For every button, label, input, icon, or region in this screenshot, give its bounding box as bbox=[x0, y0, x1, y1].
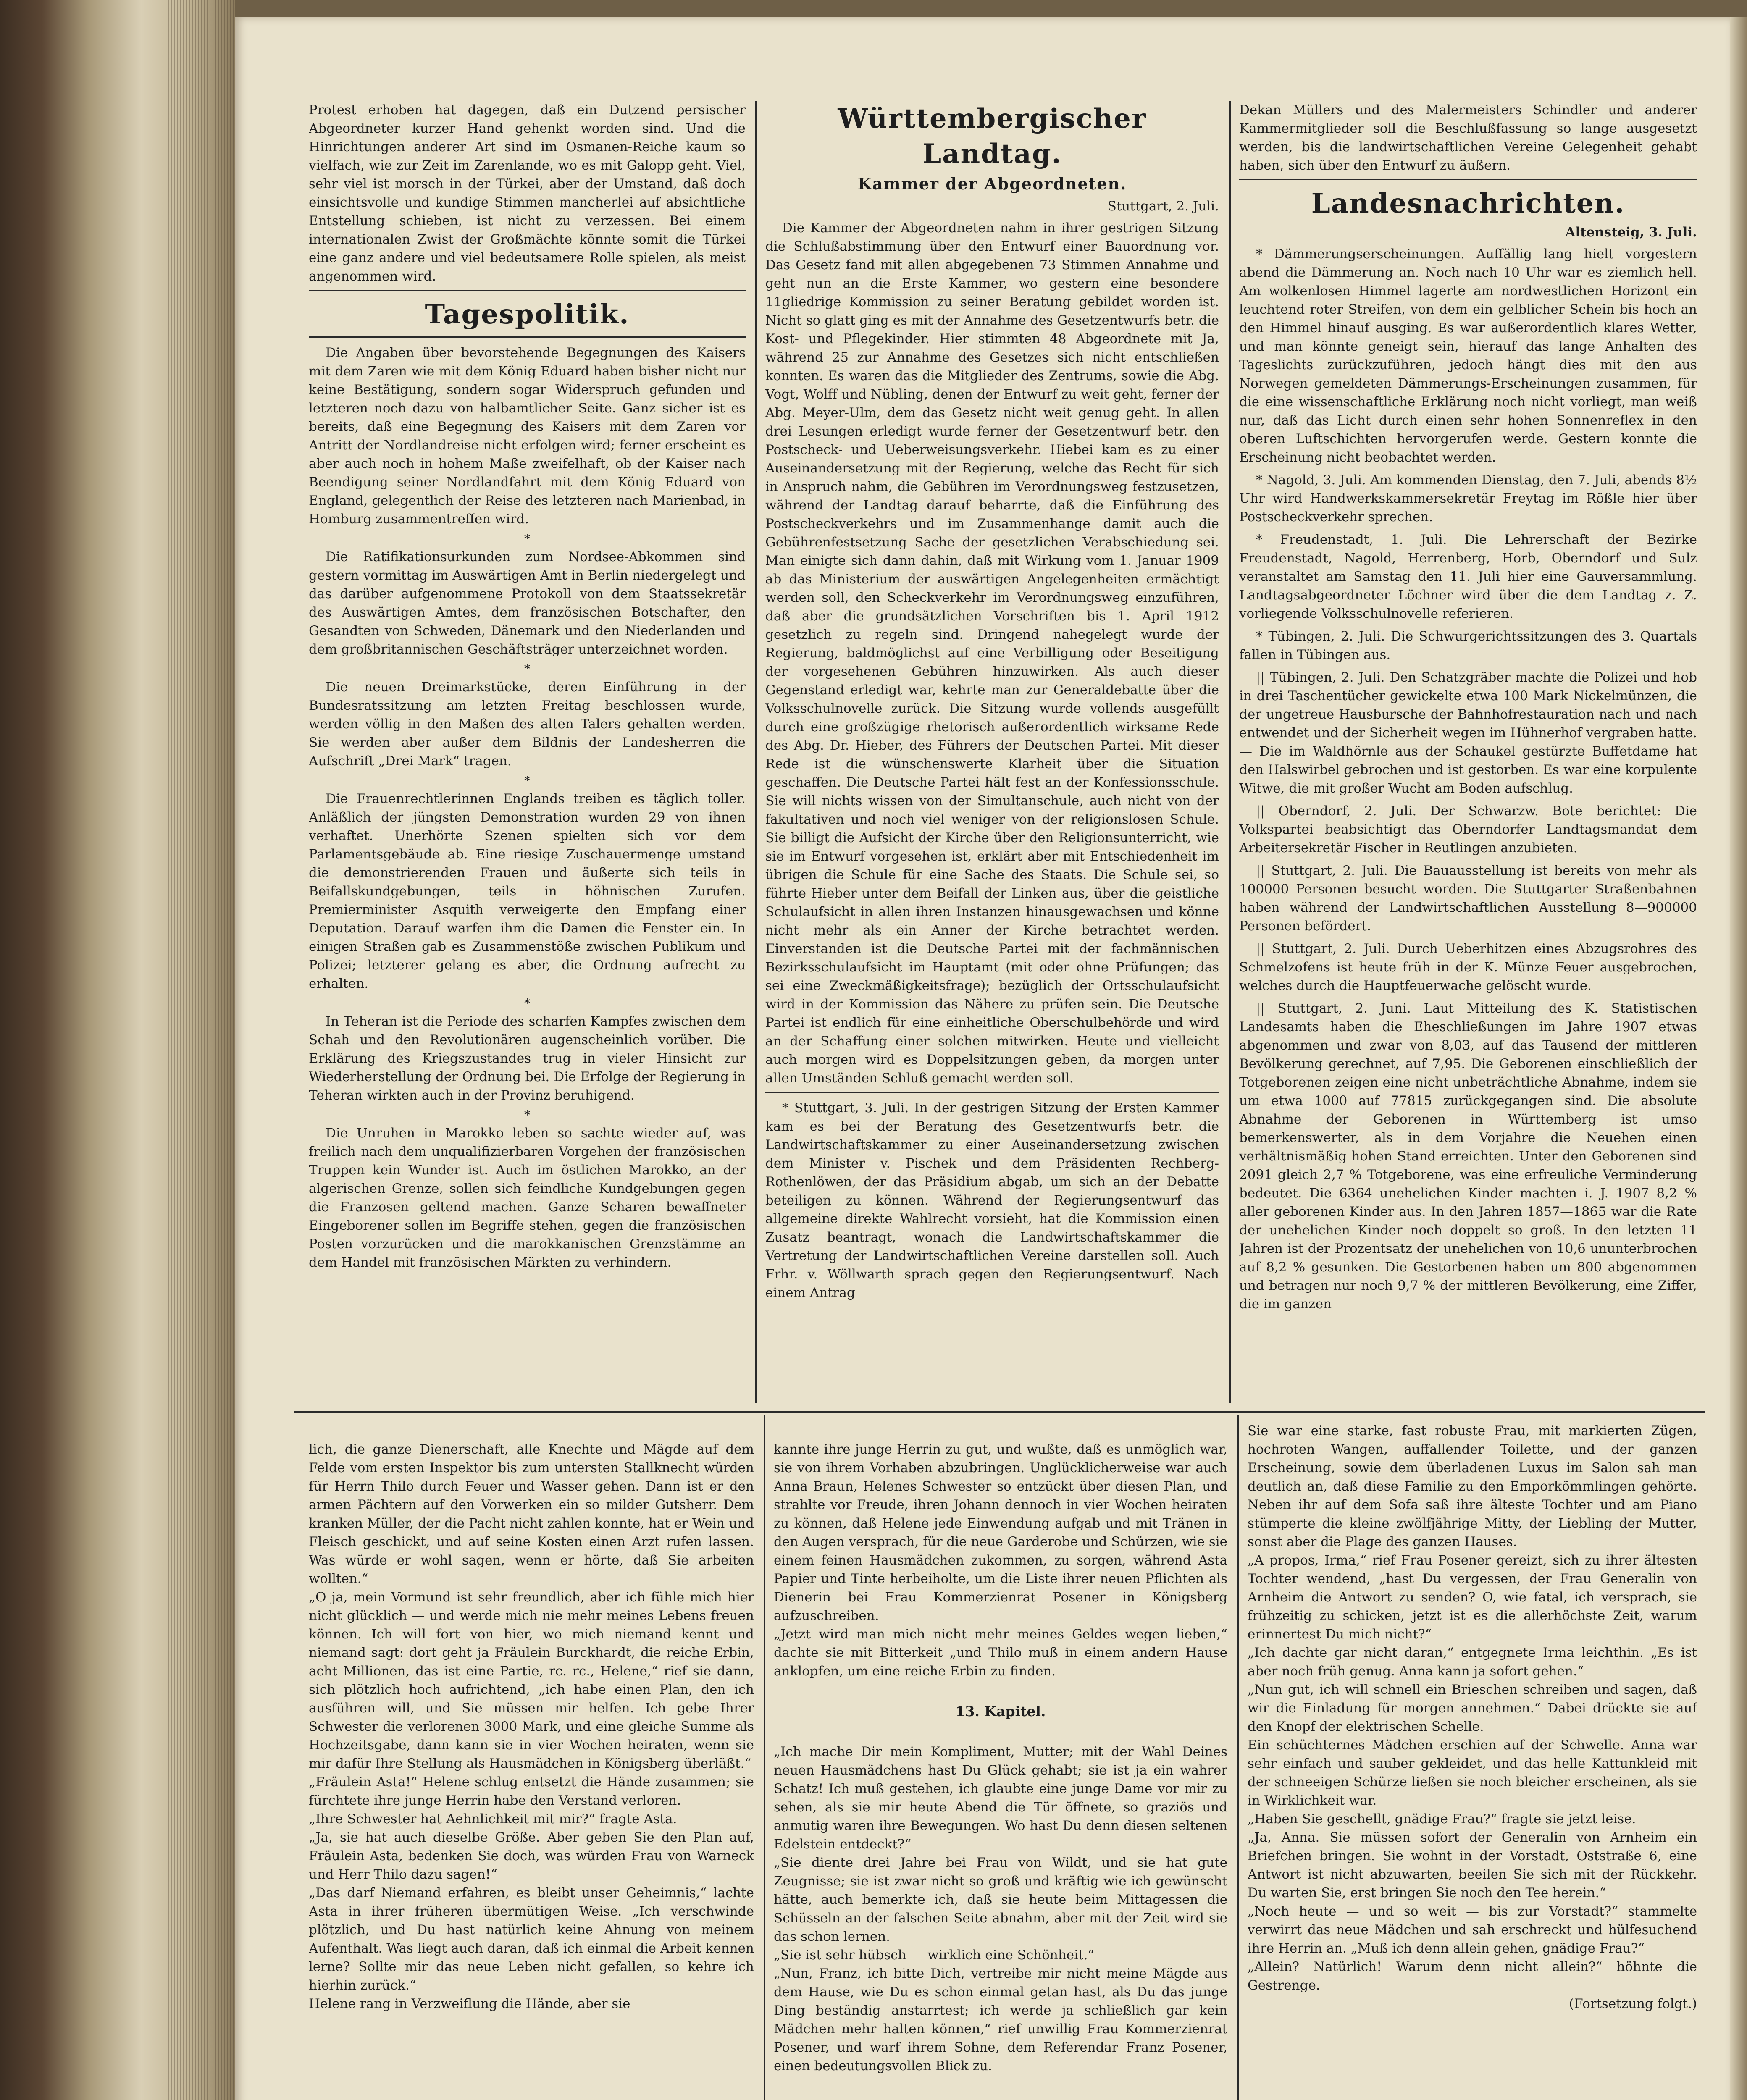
news-item: * Tübingen, 2. Juli. Die Schwurgerichtssitzungen des 3. Quartals fallen in Tübingen aus. bbox=[1239, 629, 1697, 662]
separator: * bbox=[524, 1108, 530, 1122]
column-tagespolitik bbox=[309, 101, 746, 1403]
news-item: * Nagold, 3. Juli. Am kommenden Dienstag, den 7. Juli, abends 8½ Uhr wird Handwerkskammersekretär Freytag im Rößle hier über Postscheckverkehr sprechen. bbox=[1239, 472, 1697, 525]
column-rule bbox=[764, 1415, 765, 2100]
feuilleton-column-1 bbox=[309, 1422, 754, 2100]
separator: * bbox=[524, 532, 530, 546]
page-edges bbox=[160, 0, 235, 2100]
separator: * bbox=[524, 996, 530, 1010]
divider bbox=[1239, 179, 1697, 180]
section-rule bbox=[294, 1411, 1705, 1413]
section-heading-tagespolitik: Tagespolitik. bbox=[425, 299, 630, 330]
feuilleton-column-3 bbox=[1248, 1422, 1697, 2100]
column-rule bbox=[755, 101, 757, 1403]
news-item: Die Unruhen in Marokko leben so sachte wieder auf, was freilich nach dem unqualifizierbaren Vorgehen der französischen Truppen kein Wunder ist. Auch im östlichen Marokko, an der algerischen Grenze, sollen sich feindliche Kundgebungen gegen die Franzosen geltend machen. Ganze Scharen bewaffneter Eingeborener sollen im Begriffe stehen, gegen die französischen Posten vorzurücken und die marokkanischen Grenzstämme an dem Handel mit französischen Märkten zu verhindern. bbox=[309, 1126, 746, 1270]
newspaper-page bbox=[235, 17, 1731, 2100]
novel-text: „Ich mache Dir mein Kompliment, Mutter; mit der Wahl Deines neuen Hausmädchens hast Du Glück gehabt; sie ist ja ein wahrer Schatz! Ich muß gestehen, ich glaubte eine junge Dame vor mir zu sehen, als sie mir heute Abend die Tür öffnete, so graziös und anmutig waren ihre Bewegungen. Wo hast Du denn diesen seltenen Edelstein entdeckt?“ „Sie diente drei Jahre bei Frau von Wildt, und sie hat gute Zeugnisse; sie ist zwar nicht so groß und kräftig wie ich gewünscht hätte, auch bemerkte ich, daß sie heute beim Mittagessen die Schüsseln an der falschen Seite abnahm, aber mit der Zeit wird sie das schon lernen. „Sie ist sehr hübsch — wirklich eine Schönheit.“ „Nun, Franz, ich bitte Dich, vertreibe mir nicht meine Mägde aus dem Hause, wie Du es schon einmal getan hast, als Du das junge Ding beständig anstarrtest; ich werde ja schließlich gar kein Mädchen mehr halten können,“ rief unwillig Frau Kommerzienrat Posener, und warf ihrem Sohne, dem Referendar Franz Posener, einen bedeutungsvollen Blick zu. bbox=[774, 1744, 1227, 2074]
column-rule bbox=[1229, 101, 1231, 1403]
novel-last-line: „Allein? Natürlich! Warum denn nicht allein?“ höhnte die Gestrenge. bbox=[1248, 1959, 1697, 1993]
news-item: || Stuttgart, 2. Juli. Die Bauausstellung ist bereits von mehr als 100000 Personen besucht worden. Die Stuttgarter Straßenbahnen haben während der Landwirtschaftlichen Ausstellung 8—900000 Personen befördert. bbox=[1239, 863, 1697, 934]
separator: * bbox=[524, 662, 530, 676]
chapter-heading: 13. Kapitel. bbox=[955, 1703, 1046, 1719]
news-item: * Dämmerungserscheinungen. Auffällig lang hielt vorgestern abend die Dämmerung an. Noch nach 10 Uhr war es ziemlich hell. Am wolkenlosen Himmel lagerte am nordwestlichen Horizont ein leuchtend roter Streifen, von dem ein gelblicher Schein bis hoch an den Himmel hinauf ausging. Es war außerordentlich klares Wetter, und man könnte geneigt sein, hierauf das lange Anhalten des Tageslichts zurückzuführen, jedoch hängt dies mit den aus Norwegen gemeldeten Dämmerungs-Erscheinungen zusammen, für die eine wissenschaftliche Erklärung noch nicht vorliegt, man weiß nur, daß das Licht durch einen sehr hohen Sonnenreflex in den oberen Luftschichten hervorgerufen werde. Gestern konnte die Erscheinung nicht beobachtet werden. bbox=[1239, 247, 1697, 465]
article-intro: Dekan Müllers und des Malermeisters Schindler und anderer Kammermitglieder soll die Beschlußfassung so lange ausgesetzt werden, bis die landwirtschaftlichen Vereine Gelegenheit gehabt haben, sich über den Entwurf zu äußern. bbox=[1239, 102, 1697, 173]
news-item: Die Angaben über bevorstehende Begegnungen des Kaisers mit dem Zaren wie mit dem König Eduard haben bisher nicht nur keine Bestätigung, sondern sogar Widerspruch gefunden und letzteren noch dazu von halbamtlicher Seite. Ganz sicher ist es bereits, daß eine Begegnung des Kaisers mit dem Zaren vor Antritt der Nordlandreise nicht erfolgen wird; ferner erscheint es aber auch noch in hohem Maße zweifelhaft, ob der Kaiser nach Beendigung seiner Nordlandfahrt mit dem König Eduard von England, gelegentlich der Reise des letzteren nach Marienbad, in Homburg zusammentreffen wird. bbox=[309, 345, 746, 527]
novel-text: lich, die ganze Dienerschaft, alle Knechte und Mägde auf dem Felde vom ersten Inspektor bis zum untersten Stallknecht würden für Herrn Thilo durch Feuer und Wasser gehen. Dann ist er den armen Pächtern auf den Vorwerken ein so milder Gutsherr. Dem kranken Müller, der die Pacht nicht zahlen konnte, hat er Wein und Fleisch geschickt, und auf seine Kosten einen Arzt rufen lassen. Was würde er wohl sagen, wenn er hörte, daß Sie arbeiten wollten.“ „O ja, mein Vormund ist sehr freundlich, aber ich fühle mich hier nicht glücklich — und werde mich nie mehr meines Lebens freuen können. Ich will fort von hier, wo mich niemand kennt und niemand sagt: dort geht ja Fräulein Burckhardt, die reiche Erbin, acht Millionen, das ist eine Partie, rc. rc., Helene,“ rief sie dann, sich plötzlich hoch aufrichtend, „ich habe einen Plan, den ich ausführen will, und Sie müssen mir helfen. Ich gebe Ihrer Schwester die verlorenen 3000 Mark, und eine gleiche Summe als Hochzeitsgabe, dann kann sie in vier Wochen heiraten, wenn sie mir dafür Ihre Stellung als Hausmädchen in Königsberg überläßt.“ „Fräulein Asta!“ Helene schlug entsetzt die Hände zusammen; sie fürchtete ihre junge Herrin habe den Verstand verloren. „Ihre Schwester hat Aehnlichkeit mit mir?“ fragte Asta. „Ja, sie hat auch dieselbe Größe. Aber geben Sie den Plan auf, Fräulein Asta, bedenken Sie doch, was würden Frau von Warneck und Herr Thilo dazu sagen!“ „Das darf Niemand erfahren, es bleibt unser Geheimnis,“ lachte Asta in ihrer früheren übermütigen Weise. „Ich verschwinde plötzlich, und Du hast natürlich keine Ahnung von meinem Aufenthalt. Was liegt auch daran, daß ich einmal die Arbeit kennen lerne? Sollte mir das neue Leben nicht gefallen, so kehre ich hierhin zurück.“ Helene rang in Verzweiflung die Hände, aber sie bbox=[309, 1442, 754, 2011]
section-heading-landesnachrichten: Landesnachrichten. bbox=[1311, 188, 1625, 219]
column-landtag bbox=[765, 99, 1219, 1403]
novel-text: kannte ihre junge Herrin zu gut, und wußte, daß es unmöglich war, sie von ihrem Vorhaben abzubringen. Unglücklicherweise war auch Anna Braun, Helenes Schwester so entzückt über diesen Plan, und strahlte vor Freude, ihren Johann dennoch in vier Wochen heiraten zu können, daß Helene jede Einwendung aufgab und mit Tränen in den Augen versprach, für die neue Garderobe und Schürzen, wie sie einem feinen Hausmädchen zukommen, zu sorgen, während Asta Papier und Tinte herbeiholte, um die Liste ihrer neuen Pflichten als Dienerin bei Frau Kommerzienrat Posener in Königsberg aufzuschreiben. „Jetzt wird man mich nicht mehr meines Geldes wegen lieben,“ dachte sie mit Bitterkeit „und Thilo muß in einem andern Hause anklopfen, um eine reiche Erbin zu finden. bbox=[774, 1442, 1227, 1679]
news-item: Die Kammer der Abgeordneten nahm in ihrer gestrigen Sitzung die Schlußabstimmung über den Entwurf einer Bauordnung vor. Das Gesetz fand mit allen abgegebenen 73 Stimmen Annahme und geht nun an die Erste Kammer, wo gestern eine besondere 11gliedrige Kommission zu seiner Beratung gebildet worden ist. Nicht so glatt ging es mit der Annahme des Gesetzentwurfs betr. die Kost- und Pflegekinder. Hier stimmten 48 Abgeordnete mit Ja, während 25 zur Annahme des Gesetzes sich nicht entschließen konnten. Es waren das die Mitglieder des Zentrums, sowie die Abg. Vogt, Wolff und Nübling, denen der Entwurf zu weit geht, ferner der Abg. Meyer-Ulm, dem das Gesetz nicht weit genug geht. In allen drei Lesungen erledigt wurde ferner der Gesetzentwurf betr. den Postscheck- und Ueberweisungsverkehr. Hiebei kam es zu einer Auseinandersetzung mit der Regierung, welche das Recht für sich in Anspruch nahm, die Gebühren im Verordnungsweg festzusetzen, während der Landtag darauf beharrte, daß die Einführung des Postscheckverkehrs und im Zusammenhange damit auch die Gebührenfestsetzung Sache der gesetzlichen Verabschiedung sei. Man einigte sich dann dahin, daß mit Wirkung vom 1. Januar 1909 ab das Ministerium der auswärtigen Angelegenheiten ermächtigt werden soll, den Scheckverkehr im Verordnungsweg einzuführen, daß aber die grundsätzlichen Vorschriften bis 1. April 1912 gesetzlich zu regeln sind. Dringend nahegelegt wurde der Regierung, baldmöglichst auf eine Verbilligung oder Beseitigung der vorgesehenen Gebühren hinzuwirken. Als auch dieser Gegenstand erledigt war, kehrte man zur Generaldebatte über die Volksschulnovelle zurück. Die Sitzung wurde vollends ausgefüllt durch eine großzügige rhetorisch außerordentlich wirksame Rede des Abg. Dr. Hieber, des Führers der Deutschen Partei. Mit dieser Rede ist die wünschenswerte Klarheit über die Situation geschaffen. Die Deutsche Partei hält fest an der Konfessionsschule. Sie will nichts wissen von der Simultanschule, auch nicht von der fakultativen und noch viel weniger von der religionslosen Schule. Sie billigt die Aufsicht der Kirche über den Religionsunterricht, wie sie im Entwurf vorgesehen ist, erklärt aber mit Entschiedenheit im übrigen die Schule für eine Sache des Staats. Die Schule sei, so führte Hieber unter dem Beifall der Linken aus, über die geistliche Schulaufsicht in allen ihren Instanzen hinausgewachsen und könne nicht mehr als ein Anner der Kirche betrachtet werden. Einverstanden ist die Deutsche Partei mit der fachmännischen Bezirksschulaufsicht im Hauptamt (mit oder ohne Prüfungen; das sei eine Zweckmäßigkeitsfrage); bezüglich der Ortsschulaufsicht wird in der Kommission das Nähere zu prüfen sein. Die Deutsche Partei ist endlich für eine einheitliche Oberschulbehörde und wird an der Schaffung einer solchen mitwirken. Heute und vielleicht auch morgen wird es Doppelsitzungen geben, da morgen unter allen Umständen Schluß gemacht werden soll. bbox=[765, 220, 1219, 1086]
divider bbox=[765, 1092, 1219, 1093]
subheading-kammer: Kammer der Abgeordneten. bbox=[857, 174, 1127, 193]
news-item: * Freudenstadt, 1. Juli. Die Lehrerschaft der Bezirke Freudenstadt, Nagold, Herrenberg, Horb, Oberndorf und Sulz veranstaltet am Samstag den 11. Juli hier eine Gauversammlung. Landtagsabgeordneter Löchner wird über die dem Landtag z. Z. vorliegende Volksschulnovelle referieren. bbox=[1239, 532, 1697, 621]
dateline: Stuttgart, 2. Juli. bbox=[1107, 199, 1219, 214]
news-item: In Teheran ist die Periode des scharfen Kampfes zwischen dem Schah und den Revolutionären augenscheinlich vorüber. Die Erklärung des Kriegszustandes trug in vieler Hinsicht zur Wiederherstellung der Ordnung bei. Die Erfolge der Regierung in Teheran wirkten auch in der Provinz beruhigend. bbox=[309, 1014, 746, 1103]
news-item: || Stuttgart, 2. Juli. Durch Ueberhitzen eines Abzugsrohres des Schmelzofens ist heute früh in der K. Münze Feuer ausgebrochen, welches durch die Hauptfeuerwache gelöscht wurde. bbox=[1239, 941, 1697, 993]
news-item: Die Ratifikationsurkunden zum Nordsee-Abkommen sind gestern vormittag im Auswärtigen Amt in Berlin niedergelegt und das darüber aufgenommene Protokoll von dem Staatssekretär des Auswärtigen Amtes, dem französischen Botschafter, den Gesandten von Schweden, Dänemark und den Niederlanden und dem großbritannischen Geschäftsträger unterzeichnet worden. bbox=[309, 549, 746, 657]
divider bbox=[309, 290, 746, 291]
section-heading-landtag: Württembergischer Landtag. bbox=[838, 103, 1147, 170]
news-item: || Tübingen, 2. Juli. Den Schatzgräber machte die Polizei und hob in drei Taschentücher gewickelte etwa 100 Mark Nickelmünzen, die der ungetreue Hausbursche der Bahnhofrestauration nach und nach entwendet und der Sicherheit wegen im Hühnerhof vergraben hatte. — Die im Waldhörnle aus der Schaukel gestürzte Buffetdame hat den Halswirbel gebrochen und ist gestorben. Es war eine korpulente Witwe, die mit großer Wucht am Boden aufschlug. bbox=[1239, 670, 1697, 796]
page-edge bbox=[1730, 17, 1747, 2100]
column-rule bbox=[1237, 1415, 1239, 2100]
separator: * bbox=[524, 774, 530, 788]
news-item: * Stuttgart, 3. Juli. In der gestrigen Sitzung der Ersten Kammer kam es bei der Beratung des Gesetzentwurfs betr. die Landwirtschaftskammer zu einer Auseinandersetzung zwischen dem Minister v. Pischek und dem Präsidenten Rechberg-Rothenlöwen, der das Präsidium abgab, um sich an der Debatte beteiligen zu können. Während der Regierungsentwurf das allgemeine direkte Wahlrecht vorsieht, hat die Kommission einen Zusatz beantragt, wonach die Landwirtschaftskammer die Vertretung der Landwirtschaftlichen Vereine darstellen soll. Auch Frhr. v. Wöllwarth sprach gegen den Regierungsentwurf. Nach einem Antrag bbox=[765, 1100, 1219, 1300]
news-item: || Stuttgart, 2. Juni. Laut Mitteilung des K. Statistischen Landesamts haben die Eheschließungen im Jahre 1907 etwas abgenommen und zwar von 8,03, auf das Tausend der mittleren Bevölkerung gerechnet, auf 7,95. Die Geborenen einschließlich der Totgeborenen zeigen eine nicht unbeträchtliche Abnahme, indem sie um etwa 1000 auf 77815 zurückgegangen sind. Die absolute Abnahme der Geborenen in Württemberg ist umso bemerkenswerter, als in dem Vorjahre die Neuehen einen verhältnismäßig hohen Stand erreichten. Unter den Geborenen sind 2091 gleich 2,7 % Totgeborene, was eine erfreuliche Verminderung bedeutet. Die 6364 unehelichen Kinder machten i. J. 1907 8,2 % aller geborenen Kinder aus. In den Jahren 1857—1865 war die Rate der unehelichen Kinder noch doppelt so groß. In den letzten 11 Jahren ist der Prozentsatz der unehelichen von 10,6 ununterbrochen auf 8,2 % gesunken. Die Gestorbenen haben um 800 abgenommen und betragen nur noch 9,7 % der mittleren Bevölkerung, eine Ziffer, die im ganzen bbox=[1239, 1001, 1697, 1312]
column-landesnachrichten bbox=[1239, 101, 1697, 1403]
dateline: Altensteig, 3. Juli. bbox=[1565, 225, 1697, 240]
news-item: Die Frauenrechtlerinnen Englands treiben es täglich toller. Anläßlich der jüngsten Demonstration wurden 29 von ihnen verhaftet. Unerhörte Szenen spielten sich vor dem Parlamentsgebäude ab. Eine riesige Zuschauermenge umstand die demonstrierenden Frauen und äußerte sich teils in Beifallskundgebungen, teils in höhnischen Zurufen. Premierminister Asquith verweigerte den Empfang einer Deputation. Darauf warfen ihm die Damen die Fenster ein. In einigen Straßen gab es Zusammenstöße zwischen Publikum und Polizei; letzterer gelang es aber, die Ordnung aufrecht zu erhalten. bbox=[309, 791, 746, 991]
continuation-note: (Fortsetzung folgt.) bbox=[1569, 1996, 1697, 2011]
divider bbox=[309, 336, 746, 338]
feuilleton-column-2 bbox=[774, 1422, 1227, 2100]
novel-text: Sie war eine starke, fast robuste Frau, mit markierten Zügen, hochroten Wangen, auffallender Toilette, und der ganzen Erscheinung, sowie dem überladenen Luxus im Salon sah man deutlich an, daß diese Familie zu den Emporkömmlingen gehörte. Neben ihr auf dem Sofa saß ihre älteste Tochter und am Piano stümperte die kleine zwölfjährige Mitty, der Liebling der Mutter, sonst aber die Plage des ganzen Hauses. „A propos, Irma,“ rief Frau Posener gereizt, sich zu ihrer ältesten Tochter wendend, „hast Du vergessen, der Frau Generalin von Arnheim die Antwort zu senden? O, wie fatal, ich versprach, sie frühzeitig zu schicken, jetzt ist es die allerhöchste Zeit, warum erinnertest Du mich nicht?“ „Ich dachte gar nicht daran,“ entgegnete Irma leichthin. „Es ist aber noch früh genug. Anna kann ja sofort gehen.“ „Nun gut, ich will schnell ein Brieschen schreiben und sagen, daß wir die Einladung für morgen annehmen.“ Dabei drückte sie auf den Knopf der elektrischen Schelle. Ein schüchternes Mädchen erschien auf der Schwelle. Anna war sehr einfach und sauber gekleidet, und das helle Kattunkleid mit der schneeigen Schürze ließen sie noch bleicher erscheinen, als sie in Wirklichkeit war. „Haben Sie geschellt, gnädige Frau?“ fragte sie jetzt leise. „Ja, Anna. Sie müssen sofort der Generalin von Arnheim ein Briefchen bringen. Sie wohnt in der Vorstadt, Oststraße 6, eine Antwort ist nicht abzuwarten, beeilen Sie sich mit der Rückkehr. Du warten Sie, erst bringen Sie noch den Tee herein.“ „Noch heute — und so weit — bis zur Vorstadt?“ stammelte verwirrt das neue Mädchen und sah erschreckt und hülfesuchend ihre Herrin an. „Muß ich denn allein gehen, gnädige Frau?“ bbox=[1248, 1423, 1697, 1956]
article-intro: Protest erhoben hat dagegen, daß ein Dutzend persischer Abgeordneter kurzer Hand gehenkt worden sind. Und die Hinrichtungen anderer Art sind im Osmanen-Reiche kaum so vielfach, wie zur Zeit im Zarenlande, wo es mit Galopp geht. Viel, sehr viel ist morsch in der Türkei, aber der Umstand, daß doch einsichtsvolle und kundige Stimmen mancherlei auf absichtliche Entstellung schieben, ist nicht zu verzessen. Bei einem internationalen Zwist der Großmächte könnte somit die Türkei eine ganz andere und viel bedeutsamere Rolle spielen, als meist angenommen wird. bbox=[309, 102, 746, 284]
news-item: || Oberndorf, 2. Juli. Der Schwarzw. Bote berichtet: Die Volkspartei beabsichtigt das Oberndorfer Landtagsmandat dem Arbeitersekretär Fischer in Reutlingen anzubieten. bbox=[1239, 803, 1697, 856]
news-item: Die neuen Dreimarkstücke, deren Einführung in der Bundesratssitzung am letzten Freitag beschlossen wurde, werden völlig in den Maßen des alten Talers gehalten werden. Sie werden aber außer dem Bildnis der Landesherren die Aufschrift „Drei Mark“ tragen. bbox=[309, 680, 746, 769]
